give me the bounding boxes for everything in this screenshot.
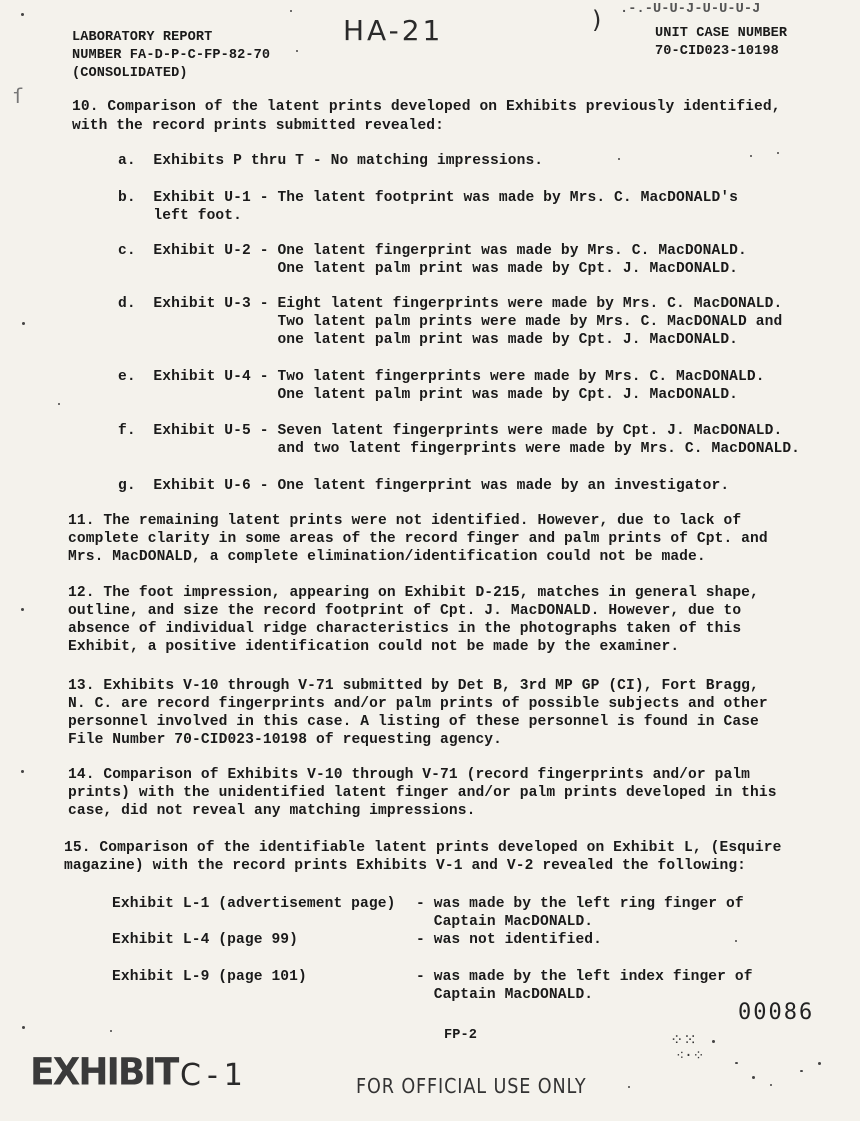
scan-speck: [735, 1062, 738, 1064]
exhibit-row-1-label: Exhibit L-1 (advertisement page): [112, 896, 396, 912]
para-11-line-1: 11. The remaining latent prints were not identified. However, due to lack of: [68, 513, 742, 529]
scan-speck: [58, 403, 60, 405]
item-g-line-1: g. Exhibit U-6 - One latent fingerprint was made by an investigator.: [118, 478, 730, 494]
para-15-line-2: magazine) with the record prints Exhibits V-1 and V-2 revealed the following:: [64, 858, 747, 874]
scan-speck: [21, 608, 24, 611]
report-header-line-1: LABORATORY REPORT: [72, 30, 213, 45]
scan-speck: [770, 1084, 772, 1086]
item-c-line-1: c. Exhibit U-2 - One latent fingerprint was made by Mrs. C. MacDONALD.: [118, 243, 747, 259]
item-a-line-1: a. Exhibits P thru T - No matching impressions.: [118, 153, 544, 169]
para-13-line-4: File Number 70-CID023-10198 of requesting agency.: [68, 732, 503, 748]
exhibit-row-1-result-1: - was made by the left ring finger of: [416, 896, 744, 912]
para-10-line-1: 10. Comparison of the latent prints developed on Exhibits previously identified,: [72, 99, 781, 115]
item-d-line-3: one latent palm print was made by Cpt. J. MacDONALD.: [118, 332, 739, 348]
exhibit-row-1-result-2: Captain MacDONALD.: [416, 914, 594, 930]
para-11-line-2: complete clarity in some areas of the record finger and palm prints of Cpt. and: [68, 531, 768, 547]
scan-speck: [290, 10, 292, 12]
scan-speck: [22, 1026, 25, 1029]
item-e-line-2: One latent palm print was made by Cpt. J. MacDONALD.: [118, 387, 739, 403]
scan-speck: [21, 13, 24, 16]
report-header-line-3: (CONSOLIDATED): [72, 66, 188, 81]
para-13-line-1: 13. Exhibits V-10 through V-71 submitted by Det B, 3rd MP GP (CI), Fort Bragg,: [68, 678, 759, 694]
scan-smudge: ⁘⁙: [670, 1030, 697, 1049]
scan-speck: [777, 152, 779, 154]
para-14-line-3: case, did not reveal any matching impressions.: [68, 803, 476, 819]
exhibit-row-3-result-2: Captain MacDONALD.: [416, 987, 594, 1003]
footer-code: FP-2: [444, 1028, 478, 1043]
official-use-banner: FOR OFFICIAL USE ONLY: [356, 1074, 587, 1098]
scan-speck: [712, 1040, 715, 1043]
para-14-line-1: 14. Comparison of Exhibits V-10 through V-71 (record fingerprints and/or palm: [68, 767, 751, 783]
scan-speck: [296, 50, 298, 52]
para-12-line-4: Exhibit, a positive identification could not be made by the examiner.: [68, 639, 680, 655]
margin-mark: ſ: [12, 84, 25, 108]
item-c-line-2: One latent palm print was made by Cpt. J. MacDONALD.: [118, 261, 739, 277]
scan-smudge: ⁖·⁘: [676, 1048, 705, 1064]
scan-speck: [110, 1030, 112, 1032]
para-11-line-3: Mrs. MacDONALD, a complete elimination/identification could not be made.: [68, 549, 706, 565]
exhibit-row-3-label: Exhibit L-9 (page 101): [112, 969, 307, 985]
exhibit-row-2-label: Exhibit L-4 (page 99): [112, 932, 299, 948]
scan-speck: [735, 940, 737, 942]
scan-speck: [21, 770, 24, 773]
item-f-line-1: f. Exhibit U-5 - Seven latent fingerprints were made by Cpt. J. MacDONALD.: [118, 423, 783, 439]
item-b-line-2: left foot.: [118, 208, 243, 224]
exhibit-row-3-result-1: - was made by the left index finger of: [416, 969, 753, 985]
para-12-line-2: outline, and size the record footprint of Cpt. J. MacDONALD. However, due to: [68, 603, 742, 619]
unit-case-label: UNIT CASE NUMBER: [655, 26, 788, 41]
page-number-stamp: 00086: [738, 1000, 815, 1025]
para-12-line-1: 12. The foot impression, appearing on Exhibit D-215, matches in general shape,: [68, 585, 759, 601]
report-header-line-2: NUMBER FA-D-P-C-FP-82-70: [72, 48, 271, 63]
item-f-line-2: and two latent fingerprints were made by Mrs. C. MacDONALD.: [118, 441, 801, 457]
para-15-line-1: 15. Comparison of the identifiable latent prints developed on Exhibit L, (Esquire: [64, 840, 782, 856]
item-d-line-1: d. Exhibit U-3 - Eight latent fingerprints were made by Mrs. C. MacDONALD.: [118, 296, 783, 312]
para-13-line-3: personnel involved in this case. A listing of these personnel is found in Case: [68, 714, 759, 730]
exhibit-stamp: EXHIBIT: [30, 1050, 178, 1095]
exhibit-handwritten-id: C-1: [180, 1058, 249, 1093]
scan-speck: [22, 322, 25, 325]
scan-speck: [800, 1070, 803, 1072]
scan-speck: [818, 1062, 821, 1065]
para-12-line-3: absence of individual ridge characteristics in the photographs taken of this: [68, 621, 742, 637]
scan-speck: [752, 1076, 755, 1079]
bracket-mark: ): [592, 6, 602, 34]
item-d-line-2: Two latent palm prints were made by Mrs. C. MacDONALD and: [118, 314, 783, 330]
scan-speck: [628, 1086, 630, 1088]
item-e-line-1: e. Exhibit U-4 - Two latent fingerprints were made by Mrs. C. MacDONALD.: [118, 369, 765, 385]
para-13-line-2: N. C. are record fingerprints and/or palm prints of possible subjects and other: [68, 696, 768, 712]
scan-speck: [750, 155, 752, 157]
unit-case-number: 70-CID023-10198: [655, 44, 779, 59]
handwritten-code: HA-21: [343, 14, 444, 47]
scan-speck: [618, 158, 620, 160]
item-b-line-1: b. Exhibit U-1 - The latent footprint was made by Mrs. C. MacDONALD's: [118, 190, 739, 206]
top-right-fragment: .-.-U-U-J-U-U-U-J: [620, 2, 761, 17]
para-10-line-2: with the record prints submitted revealed:: [72, 118, 445, 134]
para-14-line-2: prints) with the unidentified latent finger and/or palm prints developed in this: [68, 785, 777, 801]
exhibit-row-2-result-1: - was not identified.: [416, 932, 603, 948]
